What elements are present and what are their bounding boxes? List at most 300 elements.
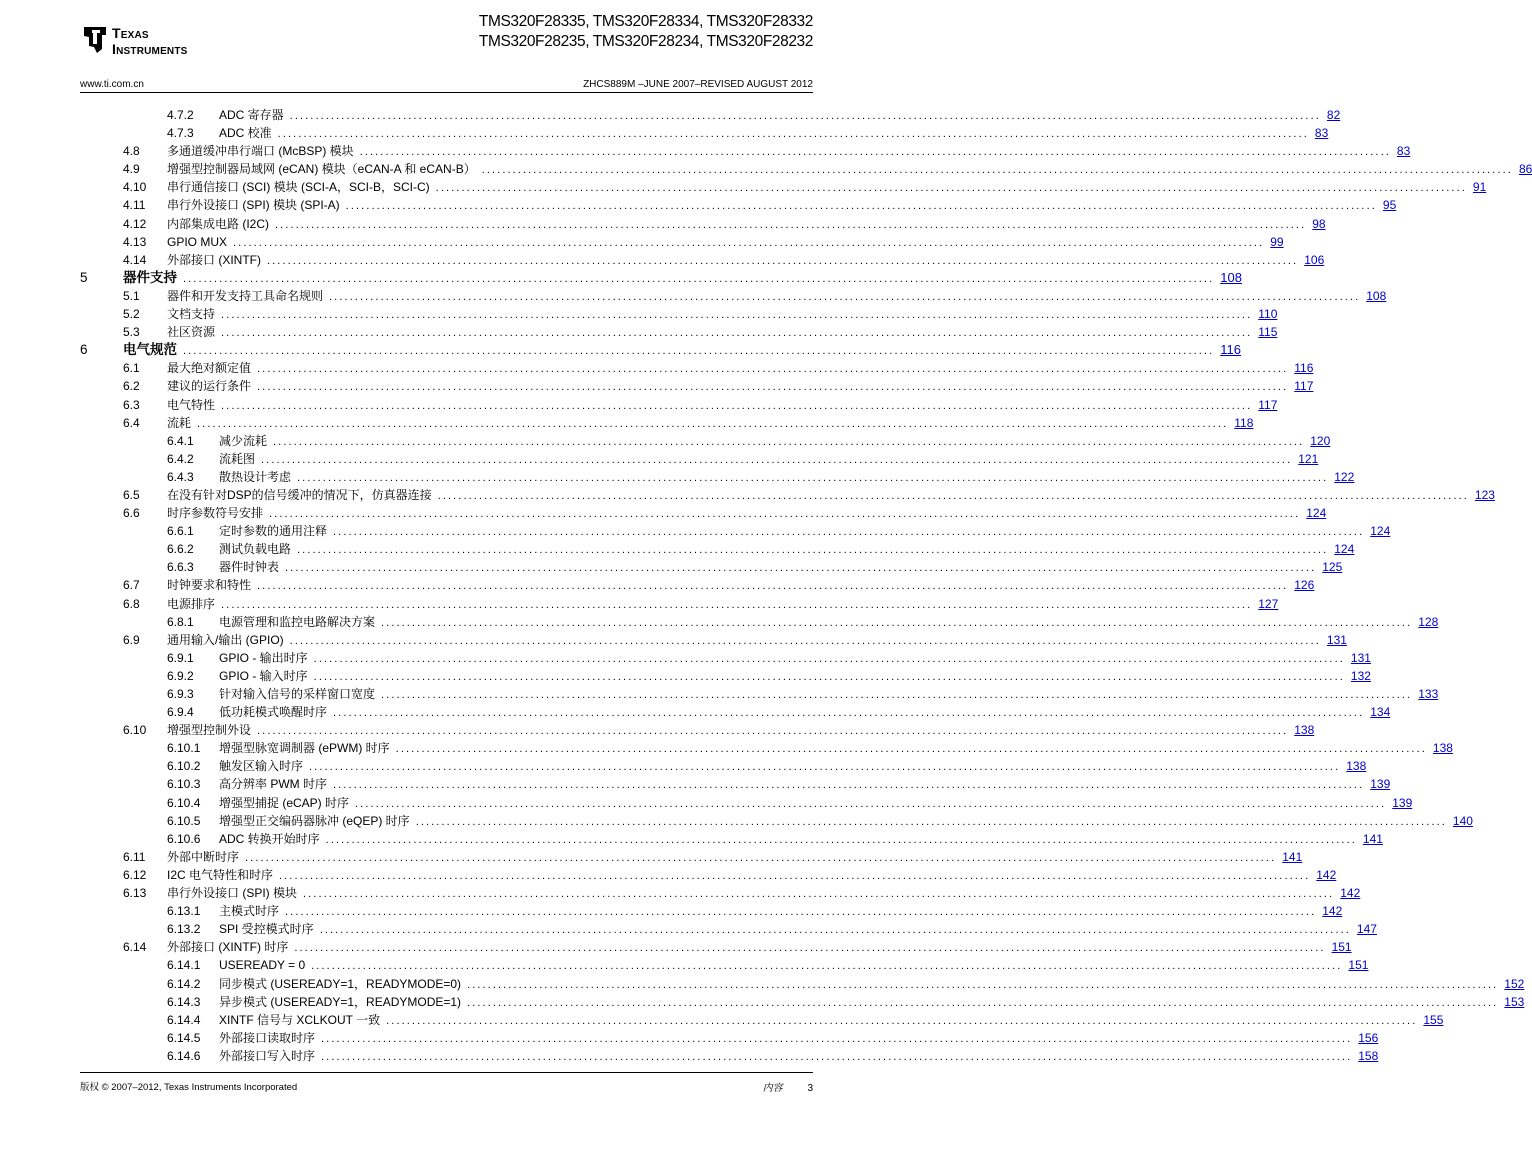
toc-entry-title[interactable]: 串行通信接口 (SCI) 模块 (SCI-A，SCI-B，SCI-C) bbox=[167, 180, 430, 195]
toc-entry-body bbox=[219, 1011, 1444, 1030]
toc-entry-body bbox=[167, 504, 1327, 523]
toc-entry-body bbox=[219, 830, 1383, 849]
toc-page-link[interactable]: 147 bbox=[1356, 922, 1377, 937]
toc-entry-number: 6.9.2 bbox=[167, 668, 194, 683]
toc-dot-leader: ........................................................................................................................................................................................................ bbox=[245, 851, 1277, 864]
toc-entry-number: 6.9.1 bbox=[167, 650, 194, 665]
toc-entry-title[interactable]: 器件时钟表 bbox=[219, 560, 280, 575]
toc-page-link[interactable]: 158 bbox=[1358, 1048, 1379, 1063]
toc-entry[interactable] bbox=[0, 685, 1439, 703]
toc-entry[interactable] bbox=[0, 287, 1387, 305]
toc-entry-number: 6.6.1 bbox=[167, 524, 194, 539]
toc-entry[interactable] bbox=[0, 323, 1278, 341]
toc-entry-number: 6.7 bbox=[123, 578, 140, 593]
toc-page-link[interactable]: 117 bbox=[1258, 397, 1278, 412]
toc-dot-leader: ........................................................................................................................................................................................................ bbox=[333, 779, 1365, 792]
toc-entry-body bbox=[219, 975, 1525, 994]
toc-page-link[interactable]: 151 bbox=[1331, 940, 1352, 955]
toc-page-link[interactable]: 132 bbox=[1350, 668, 1371, 683]
toc-entry-title[interactable]: 外部接口读取时序 bbox=[219, 1030, 316, 1045]
toc-entry[interactable] bbox=[0, 215, 1326, 233]
company-name-line1: Texas bbox=[112, 25, 149, 41]
toc-dot-leader: ........................................................................................................................................................................................................ bbox=[467, 996, 1499, 1009]
toc-entry-title[interactable]: 增强型控制外设 bbox=[167, 723, 252, 738]
toc-entry-title[interactable]: ADC 校准 bbox=[219, 126, 272, 141]
toc-page-link[interactable]: 99 bbox=[1270, 234, 1284, 249]
toc-entry-number: 6.4 bbox=[123, 415, 140, 430]
toc-dot-leader: ........................................................................................................................................................................................................ bbox=[275, 218, 1307, 231]
toc-entry-title[interactable]: 社区资源 bbox=[167, 325, 216, 340]
toc-dot-leader: ........................................................................................................................................................................................................ bbox=[355, 797, 1387, 810]
toc-entry-body bbox=[167, 377, 1314, 396]
toc-page-link[interactable]: 115 bbox=[1258, 325, 1278, 340]
toc-entry[interactable] bbox=[0, 1047, 1379, 1065]
toc-entry[interactable] bbox=[0, 649, 1371, 667]
toc-dot-leader: ........................................................................................................................................................................................................ bbox=[277, 128, 1309, 141]
toc-entry-number: 6 bbox=[80, 342, 88, 358]
toc-page-link[interactable]: 141 bbox=[1282, 849, 1303, 864]
toc-dot-leader: ........................................................................................................................................................................................................ bbox=[381, 689, 1413, 701]
toc-entry-number: 4.14 bbox=[123, 252, 147, 267]
toc-entry-title[interactable]: 电气规范 bbox=[123, 342, 177, 358]
toc-page-link[interactable]: 156 bbox=[1358, 1030, 1379, 1045]
toc-entry-title[interactable]: GPIO - 输出时序 bbox=[219, 650, 308, 665]
toc-page-link[interactable]: 95 bbox=[1382, 198, 1397, 213]
toc-dot-leader: ........................................................................................................................................................................................................ bbox=[285, 562, 1317, 575]
toc-entry-number: 4.13 bbox=[123, 234, 147, 249]
toc-entry-number: 5.1 bbox=[123, 288, 140, 303]
part-numbers-line1: TMS320F28335, TMS320F28334, TMS320F28332 bbox=[478, 13, 813, 30]
toc-entry-number: 6.10 bbox=[123, 723, 147, 738]
toc-entry[interactable] bbox=[0, 794, 1413, 812]
toc-entry-title[interactable]: 流耗图 bbox=[219, 451, 256, 466]
toc-entry-body bbox=[219, 920, 1377, 939]
toc-page-link[interactable]: 82 bbox=[1326, 108, 1341, 122]
toc-dot-leader: ........................................................................................................................................................................................................ bbox=[319, 924, 1351, 937]
table-of-contents bbox=[0, 106, 1532, 1065]
toc-dot-leader: ........................................................................................................................................................................................................ bbox=[221, 309, 1253, 322]
toc-dot-leader: ........................................................................................................................................................................................................ bbox=[273, 435, 1305, 448]
toc-entry-body bbox=[219, 812, 1473, 831]
toc-page-link[interactable]: 117 bbox=[1294, 379, 1314, 394]
toc-entry[interactable] bbox=[0, 667, 1371, 685]
toc-entry-number: 4.9 bbox=[123, 162, 140, 177]
toc-entry-body bbox=[167, 631, 1347, 650]
toc-entry-number: 6.2 bbox=[123, 379, 140, 394]
toc-entry[interactable] bbox=[0, 178, 1487, 196]
toc-dot-leader: ........................................................................................................................................................................................................ bbox=[325, 833, 1357, 846]
toc-entry-body bbox=[219, 685, 1439, 704]
toc-page-link[interactable]: 106 bbox=[1304, 252, 1325, 267]
toc-entry-title[interactable]: 增强型脉宽调制器 (ePWM) 时序 bbox=[219, 741, 390, 756]
toc-dot-leader: ........................................................................................................................................................................................................ bbox=[329, 290, 1361, 303]
toc-entry-number: 6.8 bbox=[123, 596, 140, 611]
company-name bbox=[112, 25, 188, 57]
toc-page-link[interactable]: 123 bbox=[1474, 487, 1495, 502]
toc-entry-title[interactable]: 高分辨率 PWM 时序 bbox=[219, 777, 327, 792]
toc-entry-title[interactable]: 电源管理和监控电路解决方案 bbox=[219, 614, 376, 629]
toc-entry-title[interactable]: 定时参数的通用注释 bbox=[219, 524, 328, 539]
toc-page-link[interactable]: 131 bbox=[1326, 632, 1347, 647]
toc-page-link[interactable]: 142 bbox=[1316, 867, 1337, 882]
toc-entry-title[interactable]: 触发区输入时序 bbox=[219, 759, 304, 774]
toc-entry-title[interactable]: 外部接口写入时序 bbox=[219, 1048, 316, 1063]
toc-entry-body bbox=[167, 178, 1487, 197]
toc-page-link[interactable]: 83 bbox=[1396, 144, 1411, 159]
toc-entry-title[interactable]: I2C 电气特性和时序 bbox=[167, 867, 274, 882]
toc-entry[interactable] bbox=[0, 993, 1525, 1011]
toc-entry-title[interactable]: 外部接口 (XINTF) bbox=[167, 252, 261, 267]
toc-dot-leader: ........................................................................................................................................................................................................ bbox=[221, 598, 1253, 611]
toc-dot-leader: ........................................................................................................................................................................................................ bbox=[221, 399, 1253, 412]
toc-entry-body bbox=[219, 468, 1355, 487]
toc-entry-number: 4.8 bbox=[123, 144, 140, 159]
toc-page-link[interactable]: 124 bbox=[1334, 542, 1355, 557]
toc-page-link[interactable]: 151 bbox=[1348, 958, 1369, 973]
toc-entry[interactable] bbox=[0, 540, 1355, 558]
toc-page-link[interactable]: 128 bbox=[1418, 614, 1439, 629]
toc-entry-number: 6.4.3 bbox=[167, 469, 194, 484]
toc-dot-leader: ........................................................................................................................................................................................................ bbox=[303, 888, 1335, 901]
toc-entry-number: 6.4.2 bbox=[167, 451, 194, 466]
toc-dot-leader: ........................................................................................................................................................................................................ bbox=[257, 363, 1289, 376]
toc-entry-number: 6.8.1 bbox=[167, 614, 194, 629]
toc-entry-number: 4.12 bbox=[123, 216, 147, 231]
toc-page-link[interactable]: 155 bbox=[1423, 1012, 1444, 1027]
toc-entry-number: 6.14.3 bbox=[167, 994, 201, 1009]
toc-page-link[interactable]: 127 bbox=[1258, 596, 1279, 611]
toc-entry-title[interactable]: 增强型控制器局域网 (eCAN) 模块（eCAN-A 和 eCAN-B） bbox=[167, 162, 476, 177]
toc-entry[interactable] bbox=[0, 377, 1314, 395]
toc-entry-title[interactable]: 建议的运行条件 bbox=[167, 379, 252, 394]
toc-entry-number: 6.10.1 bbox=[167, 741, 201, 756]
toc-entry[interactable] bbox=[0, 414, 1254, 432]
toc-entry[interactable] bbox=[0, 160, 1532, 178]
toc-page-link[interactable]: 124 bbox=[1306, 506, 1327, 521]
toc-entry-number: 6.6.2 bbox=[167, 542, 194, 557]
toc-page-link[interactable]: 116 bbox=[1220, 342, 1241, 358]
toc-entry-body bbox=[167, 486, 1495, 505]
toc-entry-body bbox=[219, 902, 1343, 921]
footer-divider bbox=[80, 1072, 813, 1073]
toc-page-link[interactable]: 118 bbox=[1234, 415, 1254, 430]
toc-entry[interactable] bbox=[0, 1011, 1444, 1029]
toc-entry[interactable] bbox=[0, 956, 1369, 974]
toc-entry[interactable] bbox=[0, 558, 1343, 576]
toc-entry-title[interactable]: GPIO MUX bbox=[167, 234, 228, 249]
toc-dot-leader: ........................................................................................................................................................................................................ bbox=[183, 345, 1215, 358]
toc-page-link[interactable]: 108 bbox=[1220, 269, 1242, 285]
toc-entry-body bbox=[219, 432, 1331, 451]
toc-dot-leader: ........................................................................................................................................................................................................ bbox=[269, 508, 1301, 521]
toc-entry[interactable] bbox=[0, 359, 1314, 377]
toc-page-link[interactable]: 121 bbox=[1298, 451, 1319, 466]
toc-entry[interactable] bbox=[0, 142, 1411, 160]
toc-page-link[interactable]: 86 bbox=[1518, 162, 1532, 177]
toc-entry-title[interactable]: 多通道缓冲串行端口 (McBSP) 模块 bbox=[167, 144, 354, 159]
toc-page-link[interactable]: 139 bbox=[1392, 795, 1413, 810]
toc-dot-leader: ........................................................................................................................................................................................................ bbox=[267, 254, 1299, 267]
toc-entry[interactable] bbox=[0, 938, 1352, 956]
toc-entry-title[interactable]: 串行外设接口 (SPI) 模块 (SPI-A) bbox=[167, 198, 340, 213]
toc-entry[interactable] bbox=[0, 305, 1278, 323]
toc-dot-leader: ........................................................................................................................................................................................................ bbox=[289, 634, 1321, 647]
toc-entry-title[interactable]: 时序参数符号安排 bbox=[167, 506, 264, 521]
toc-entry-number: 6.11 bbox=[123, 849, 146, 864]
toc-dot-leader: ........................................................................................................................................................................................................ bbox=[395, 743, 1427, 756]
toc-entry-body bbox=[219, 794, 1413, 813]
toc-entry-title[interactable]: 增强型捕捉 (eCAP) 时序 bbox=[219, 795, 350, 810]
toc-entry-body bbox=[167, 251, 1325, 270]
toc-page-link[interactable]: 126 bbox=[1294, 578, 1315, 593]
toc-entry-body bbox=[219, 956, 1369, 975]
ti-logo bbox=[80, 22, 220, 62]
toc-dot-leader: ........................................................................................................................................................................................................ bbox=[279, 869, 1311, 882]
copyright: 版权 © 2007–2012, Texas Instruments Incorporated bbox=[80, 1082, 298, 1093]
toc-page-link[interactable]: 138 bbox=[1432, 741, 1453, 756]
toc-entry-number: 6.6.3 bbox=[167, 560, 194, 575]
toc-entry-number: 6.3 bbox=[123, 397, 140, 412]
toc-dot-leader: ........................................................................................................................................................................................................ bbox=[415, 815, 1447, 828]
toc-entry-number: 6.10.5 bbox=[167, 813, 201, 828]
toc-entry-number: 4.7.3 bbox=[167, 126, 194, 141]
toc-dot-leader: ........................................................................................................................................................................................................ bbox=[359, 146, 1391, 159]
toc-entry-title[interactable]: 外部接口 (XINTF) 时序 bbox=[167, 940, 289, 955]
toc-entry-title[interactable]: 通用输入/输出 (GPIO) bbox=[167, 632, 284, 647]
toc-page-link[interactable]: 131 bbox=[1350, 650, 1371, 665]
toc-entry-title[interactable]: USEREADY = 0 bbox=[219, 958, 306, 973]
toc-entry[interactable] bbox=[0, 251, 1325, 269]
toc-entry[interactable] bbox=[0, 975, 1525, 993]
toc-entry[interactable] bbox=[0, 703, 1391, 721]
toc-entry-title[interactable]: 针对输入信号的采样窗口宽度 bbox=[219, 687, 376, 701]
toc-entry-body bbox=[167, 287, 1387, 306]
toc-entry-title[interactable]: 时钟要求和特性 bbox=[167, 578, 252, 593]
toc-dot-leader: ........................................................................................................................................................................................................ bbox=[297, 471, 1329, 484]
toc-dot-leader: ........................................................................................................................................................................................................ bbox=[289, 110, 1321, 122]
toc-entry[interactable] bbox=[0, 775, 1391, 793]
toc-page-link[interactable]: 138 bbox=[1346, 759, 1367, 774]
toc-entry-number: 6.6 bbox=[123, 506, 140, 521]
toc-entry-body bbox=[219, 775, 1391, 794]
toc-page-link[interactable]: 124 bbox=[1370, 524, 1391, 539]
toc-entry-body bbox=[219, 649, 1371, 668]
toc-entry-number: 5.2 bbox=[123, 307, 140, 322]
toc-entry-body bbox=[167, 215, 1326, 234]
toc-page-link[interactable]: 138 bbox=[1294, 723, 1315, 738]
toc-page-link[interactable]: 140 bbox=[1452, 813, 1473, 828]
toc-entry[interactable] bbox=[0, 757, 1367, 775]
ti-logo-icon bbox=[80, 24, 110, 54]
toc-entry[interactable] bbox=[0, 341, 1241, 359]
toc-entry-number: 4.7.2 bbox=[167, 108, 194, 122]
toc-entry[interactable] bbox=[0, 631, 1347, 649]
toc-entry-title[interactable]: 器件和开发支持工具命名规则 bbox=[167, 288, 324, 303]
toc-entry[interactable] bbox=[0, 106, 1341, 124]
toc-entry[interactable] bbox=[0, 522, 1391, 540]
toc-dot-leader: ........................................................................................................................................................................................................ bbox=[381, 616, 1413, 629]
toc-entry[interactable] bbox=[0, 866, 1337, 884]
toc-page-link[interactable]: 125 bbox=[1322, 560, 1343, 575]
toc-entry-number: 6.4.1 bbox=[167, 433, 194, 448]
toc-entry-title[interactable]: 串行外设接口 (SPI) 模块 bbox=[167, 886, 298, 901]
toc-dot-leader: ........................................................................................................................................................................................................ bbox=[437, 489, 1469, 502]
toc-page-link[interactable]: 116 bbox=[1294, 361, 1314, 376]
toc-entry[interactable] bbox=[0, 486, 1495, 504]
toc-page-link[interactable]: 139 bbox=[1370, 777, 1391, 792]
toc-entry-title[interactable]: 电气特性 bbox=[167, 397, 216, 412]
toc-entry-body bbox=[123, 341, 1241, 360]
toc-page-link[interactable]: 142 bbox=[1322, 904, 1343, 919]
toc-entry-body bbox=[219, 522, 1391, 541]
toc-entry-title[interactable]: 在没有针对DSP的信号缓冲的情况下，仿真器连接 bbox=[167, 487, 432, 502]
toc-entry-title[interactable]: 异步模式 (USEREADY=1，READYMODE=1) bbox=[219, 994, 462, 1009]
toc-dot-leader: ........................................................................................................................................................................................................ bbox=[333, 526, 1365, 539]
toc-entry[interactable] bbox=[0, 432, 1331, 450]
toc-entry-number: 6.14.1 bbox=[167, 958, 201, 973]
toc-entry[interactable] bbox=[0, 848, 1303, 866]
toc-entry-body bbox=[167, 414, 1254, 433]
toc-entry-body bbox=[167, 938, 1352, 957]
toc-page-link[interactable]: 120 bbox=[1310, 433, 1331, 448]
toc-entry-body bbox=[219, 124, 1329, 143]
footer-page-info bbox=[763, 1079, 813, 1094]
toc-dot-leader: ........................................................................................................................................................................................................ bbox=[467, 978, 1499, 991]
toc-entry[interactable] bbox=[0, 196, 1397, 214]
toc-entry-number: 6.9.4 bbox=[167, 705, 194, 720]
toc-entry[interactable] bbox=[0, 233, 1284, 251]
toc-entry[interactable] bbox=[0, 902, 1343, 920]
toc-entry-body bbox=[219, 667, 1371, 686]
toc-entry[interactable] bbox=[0, 812, 1473, 830]
toc-entry-title[interactable]: 测试负载电路 bbox=[219, 542, 292, 557]
toc-entry-number: 6.9.3 bbox=[167, 687, 194, 701]
toc-entry-title[interactable]: ADC 寄存器 bbox=[219, 108, 284, 122]
company-name-line2: Instruments bbox=[112, 41, 188, 57]
toc-entry[interactable] bbox=[0, 884, 1361, 902]
part-numbers-line2: TMS320F28235, TMS320F28234, TMS320F28232 bbox=[478, 33, 813, 50]
toc-entry-title[interactable]: 散热设计考虑 bbox=[219, 469, 292, 484]
toc-entry[interactable] bbox=[0, 468, 1355, 486]
toc-page-link[interactable]: 91 bbox=[1472, 180, 1487, 195]
toc-entry-body bbox=[167, 323, 1278, 342]
toc-entry-body bbox=[167, 595, 1279, 614]
toc-entry-body bbox=[219, 1047, 1379, 1066]
toc-entry-title[interactable]: 减少流耗 bbox=[219, 433, 268, 448]
toc-entry-title[interactable]: 低功耗模式唤醒时序 bbox=[219, 705, 328, 720]
toc-entry[interactable] bbox=[0, 1029, 1379, 1047]
toc-entry-body bbox=[167, 359, 1314, 378]
toc-entry-title[interactable]: 文档支持 bbox=[167, 307, 216, 322]
toc-entry-body bbox=[123, 269, 1242, 288]
toc-dot-leader: ........................................................................................................................................................................................................ bbox=[233, 236, 1265, 249]
toc-entry-number: 6.14 bbox=[123, 940, 147, 955]
toc-entry-title[interactable]: 增强型正交编码器脉冲 (eQEP) 时序 bbox=[219, 813, 410, 828]
toc-dot-leader: ........................................................................................................................................................................................................ bbox=[481, 164, 1513, 177]
toc-dot-leader: ........................................................................................................................................................................................................ bbox=[333, 707, 1365, 720]
toc-entry-title[interactable]: 器件支持 bbox=[123, 269, 177, 285]
toc-entry-title[interactable]: 外部中断时序 bbox=[167, 849, 240, 864]
toc-page-link[interactable]: 110 bbox=[1258, 307, 1278, 322]
toc-entry-number: 6.13.2 bbox=[167, 922, 201, 937]
toc-entry-number: 6.10.6 bbox=[167, 831, 201, 846]
toc-entry-number: 5 bbox=[80, 269, 88, 285]
page-number: 3 bbox=[807, 1083, 813, 1094]
toc-entry-number: 6.12 bbox=[123, 867, 147, 882]
toc-page-link[interactable]: 141 bbox=[1362, 831, 1383, 846]
toc-entry-title[interactable]: GPIO - 输入时序 bbox=[219, 668, 308, 683]
toc-entry-body bbox=[219, 106, 1341, 125]
toc-entry-number: 4.11 bbox=[123, 198, 146, 213]
toc-entry[interactable] bbox=[0, 576, 1315, 594]
toc-entry[interactable] bbox=[0, 739, 1453, 757]
toc-entry[interactable] bbox=[0, 396, 1278, 414]
document-id: ZHCS889M –JUNE 2007–REVISED AUGUST 2012 bbox=[583, 79, 813, 90]
toc-page-link[interactable]: 152 bbox=[1504, 976, 1525, 991]
toc-entry-body bbox=[219, 613, 1439, 632]
toc-entry-title[interactable]: ADC 转换开始时序 bbox=[219, 831, 320, 846]
toc-entry-number: 6.14.4 bbox=[167, 1012, 201, 1027]
toc-entry[interactable] bbox=[0, 613, 1439, 631]
toc-entry-body bbox=[219, 739, 1453, 758]
toc-page-link[interactable]: 122 bbox=[1334, 469, 1355, 484]
toc-entry-body bbox=[219, 993, 1525, 1012]
toc-dot-leader: ........................................................................................................................................................................................................ bbox=[321, 1050, 1353, 1063]
toc-entry-number: 6.10.3 bbox=[167, 777, 201, 792]
toc-entry-body bbox=[219, 558, 1343, 577]
toc-entry-title[interactable]: XINTF 信号与 XCLKOUT 一致 bbox=[219, 1012, 381, 1027]
toc-entry-number: 6.9 bbox=[123, 632, 140, 647]
toc-page-link[interactable]: 98 bbox=[1312, 216, 1326, 231]
toc-dot-leader: ........................................................................................................................................................................................................ bbox=[345, 200, 1377, 213]
website-link[interactable]: www.ti.com.cn bbox=[80, 79, 144, 90]
toc-entry[interactable] bbox=[0, 830, 1383, 848]
toc-entry-body bbox=[167, 233, 1284, 252]
toc-entry-title[interactable]: 最大绝对额定值 bbox=[167, 361, 252, 376]
toc-entry-title[interactable]: 同步模式 (USEREADY=1，READYMODE=0) bbox=[219, 976, 462, 991]
toc-entry[interactable] bbox=[0, 595, 1279, 613]
toc-dot-leader: ........................................................................................................................................................................................................ bbox=[294, 942, 1326, 955]
toc-entry-number: 6.10.2 bbox=[167, 759, 201, 774]
toc-page-link[interactable]: 134 bbox=[1370, 705, 1391, 720]
toc-page-link[interactable]: 133 bbox=[1418, 687, 1439, 701]
toc-page-link[interactable]: 153 bbox=[1504, 994, 1525, 1009]
toc-entry-title[interactable]: 流耗 bbox=[167, 415, 192, 430]
toc-entry[interactable] bbox=[0, 450, 1319, 468]
toc-entry[interactable] bbox=[0, 269, 1242, 287]
toc-dot-leader: ........................................................................................................................................................................................................ bbox=[285, 906, 1317, 919]
toc-entry-body bbox=[167, 884, 1361, 903]
toc-entry[interactable] bbox=[0, 124, 1329, 142]
toc-dot-leader: ........................................................................................................................................................................................................ bbox=[313, 652, 1345, 665]
toc-entry-title[interactable]: 主模式时序 bbox=[219, 904, 280, 919]
toc-entry[interactable] bbox=[0, 920, 1377, 938]
toc-entry-number: 5.3 bbox=[123, 325, 140, 340]
toc-entry-title[interactable]: 内部集成电路 (I2C) bbox=[167, 216, 270, 231]
toc-entry-number: 6.14.2 bbox=[167, 976, 201, 991]
toc-page-link[interactable]: 142 bbox=[1340, 886, 1361, 901]
header-divider bbox=[80, 92, 813, 93]
toc-entry-body bbox=[167, 848, 1303, 867]
toc-entry-title[interactable]: SPI 受控模式时序 bbox=[219, 922, 314, 937]
toc-dot-leader: ........................................................................................................................................................................................................ bbox=[297, 544, 1329, 557]
toc-page-link[interactable]: 108 bbox=[1366, 288, 1387, 303]
toc-page-link[interactable]: 83 bbox=[1314, 126, 1329, 141]
toc-entry-title[interactable]: 电源排序 bbox=[167, 596, 216, 611]
toc-dot-leader: ........................................................................................................................................................................................................ bbox=[257, 725, 1289, 738]
toc-entry[interactable] bbox=[0, 504, 1327, 522]
toc-entry[interactable] bbox=[0, 721, 1315, 739]
